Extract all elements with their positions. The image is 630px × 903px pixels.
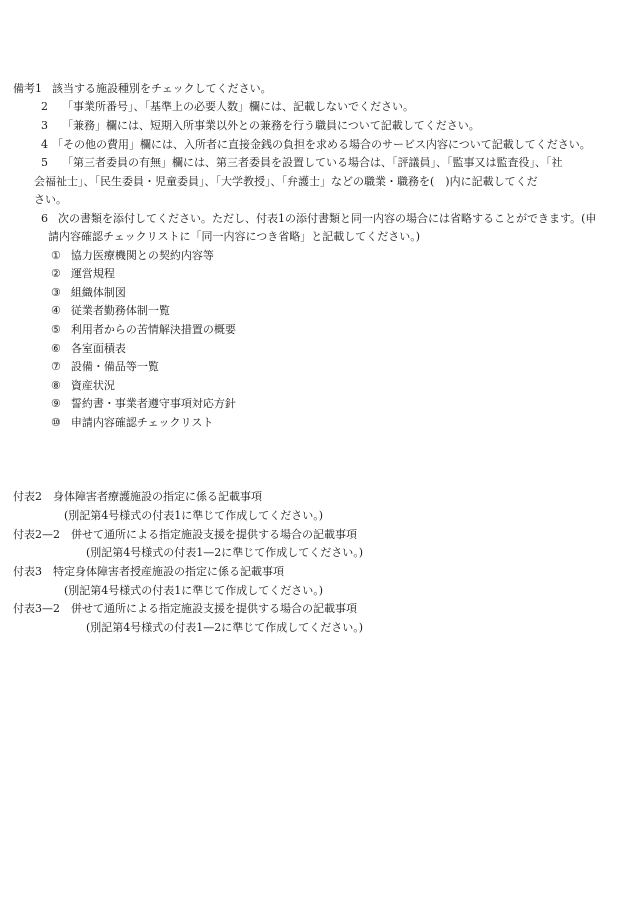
note-1-text: 該当する施設種別をチェックしてください。 xyxy=(52,82,272,95)
list-item-mark: ⑨ xyxy=(51,397,61,410)
note-2 xyxy=(41,100,414,114)
note-3-number: 3 xyxy=(41,119,48,132)
list-item-mark: ② xyxy=(51,267,61,280)
note-2-number: 2 xyxy=(41,100,48,113)
list-item-text: 各室面積表 xyxy=(70,342,126,355)
list-item xyxy=(51,416,213,430)
list-item-mark: ④ xyxy=(51,304,61,317)
note-4-number: 4 xyxy=(41,138,48,151)
list-item xyxy=(51,323,236,337)
list-item xyxy=(51,286,126,300)
note-2-text: 「事業所番号」、「基準上の必要人数」欄には、記載しないでください。 xyxy=(62,100,414,113)
list-item-mark: ⑥ xyxy=(51,342,61,355)
list-item-mark: ⑩ xyxy=(51,416,61,429)
note-6-number: 6 xyxy=(41,212,48,225)
list-item-text: 運営規程 xyxy=(70,267,115,280)
note-5-text-line2: 会福祉士」、「民生委員・児童委員」、「大学教授」、「弁護士」などの職業・職務を( )内に記載してくだ xyxy=(34,175,538,188)
list-item xyxy=(51,360,159,374)
note-6 xyxy=(41,212,596,226)
list-item-text: 従業者勤務体制一覧 xyxy=(70,304,170,317)
note-5-text-line1: 「第三者委員の有無」欄には、第三者委員を設置している場合は、「評議員」、「監事又は監査役」、「社 xyxy=(62,156,563,169)
appendix-note: (別記第4号様式の付表1—2に準じて作成してください。) xyxy=(86,546,364,559)
list-item xyxy=(51,342,126,356)
list-item xyxy=(51,267,115,281)
list-item-mark: ⑧ xyxy=(51,379,61,392)
list-item xyxy=(51,397,236,411)
list-item-text: 誓約書・事業者遵守事項対応方針 xyxy=(70,397,236,410)
list-item-text: 協力医療機関との契約内容等 xyxy=(70,249,214,262)
list-item-mark: ③ xyxy=(51,286,61,299)
appendix-title: 付表3 特定身体障害者授産施設の指定に係る記載事項 xyxy=(13,565,284,578)
list-item xyxy=(51,304,170,318)
note-4-text: 「その他の費用」欄には、入所者に直接金銭の負担を求める場合のサービス内容について記載してください。 xyxy=(52,138,591,151)
appendix-title: 付表2 身体障害者療護施設の指定に係る記載事項 xyxy=(13,490,262,503)
note-3 xyxy=(41,119,480,133)
list-item-text: 申請内容確認チェックリスト xyxy=(70,416,214,429)
list-item-mark: ⑦ xyxy=(51,360,61,373)
appendix-title: 付表3—2 併せて通所による指定施設支援を提供する場合の記載事項 xyxy=(13,602,357,615)
list-item-mark: ⑤ xyxy=(51,323,61,336)
note-4 xyxy=(41,138,591,152)
list-item-text: 利用者からの苦情解決措置の概要 xyxy=(70,323,236,336)
appendix-note: (別記第4号様式の付表1に準じて作成してください。) xyxy=(64,509,324,522)
list-item xyxy=(51,249,214,263)
note-5-number: 5 xyxy=(41,156,48,169)
note-1 xyxy=(13,82,272,96)
note-6-text-line1: 次の書類を添付してください。ただし、付表1の添付書類と同一内容の場合には省略することができます。(申 xyxy=(58,212,597,225)
list-item-text: 資産状況 xyxy=(70,379,115,392)
list-item xyxy=(51,379,115,393)
appendix-title: 付表2—2 併せて通所による指定施設支援を提供する場合の記載事項 xyxy=(13,528,357,541)
note-3-text: 「兼務」欄には、短期入所事業以外との兼務を行う職員について記載してください。 xyxy=(62,119,480,132)
list-item-text: 設備・備品等一覧 xyxy=(70,360,159,373)
note-6-text-line2: 請内容確認チェックリストに「同一内容につき省略」と記載してください。) xyxy=(48,230,421,243)
appendix-note: (別記第4号様式の付表1に準じて作成してください。) xyxy=(64,584,324,597)
list-item-text: 組織体制図 xyxy=(70,286,126,299)
note-5-text-line3: さい。 xyxy=(34,193,67,206)
appendix-note: (別記第4号様式の付表1—2に準じて作成してください。) xyxy=(86,621,364,634)
note-5 xyxy=(41,156,563,170)
list-item-mark: ① xyxy=(51,249,61,262)
notes-header: 備考1 xyxy=(13,82,42,95)
